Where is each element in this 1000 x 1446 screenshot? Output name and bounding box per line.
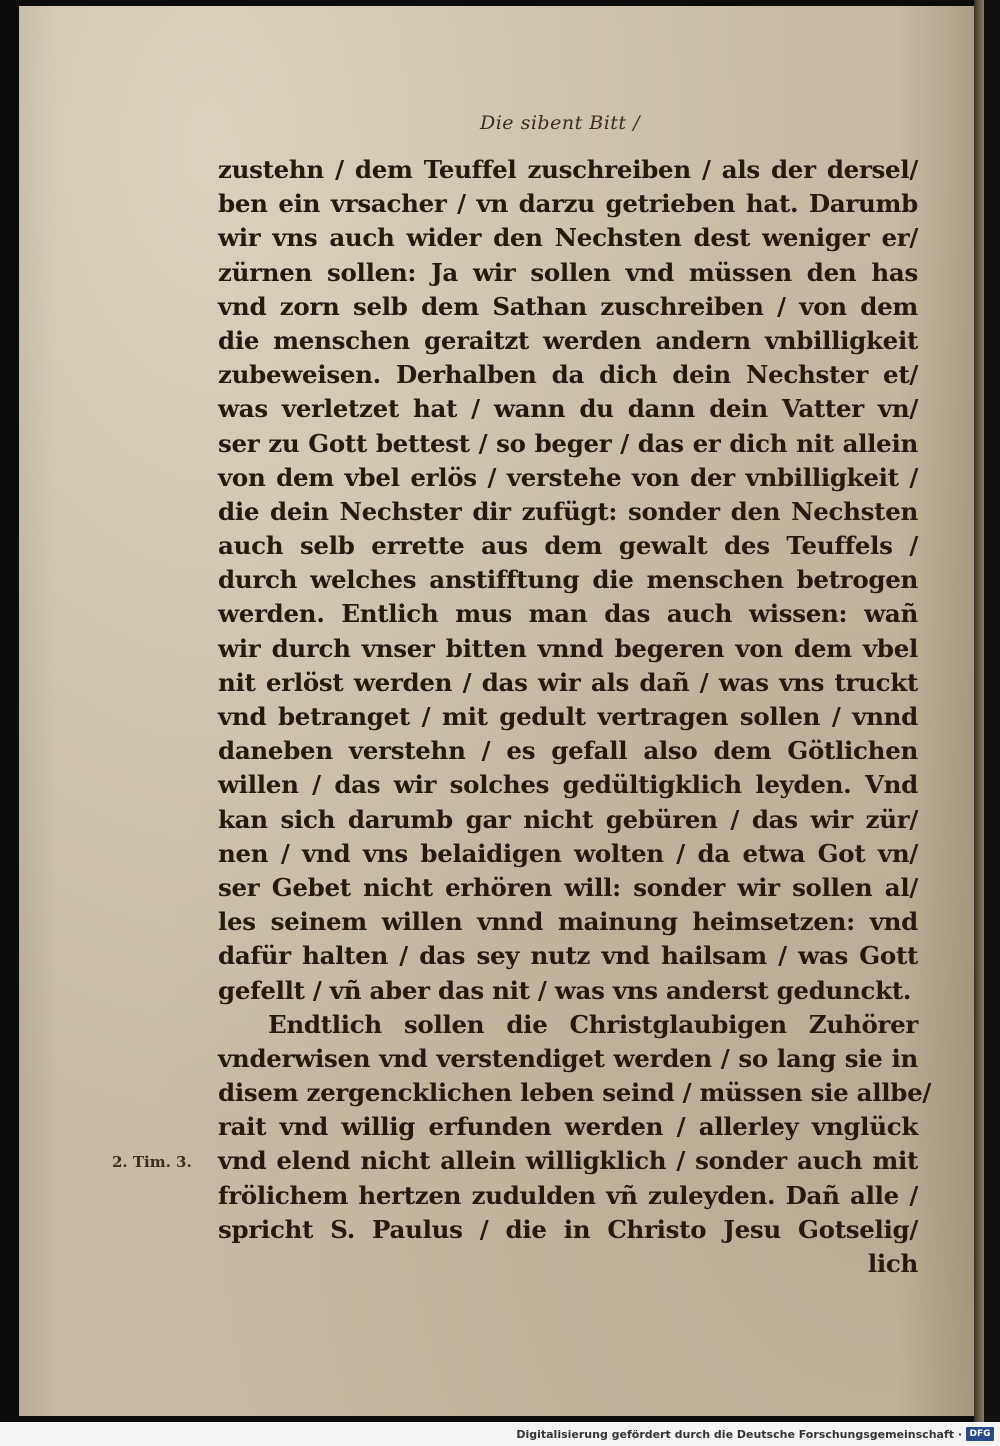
text-line: was verletzet hat / wann du dann dein Vatter vn/	[218, 394, 918, 424]
text-line: nit erlöst werden / das wir als dañ / was vns truckt	[218, 667, 918, 697]
text-line: Endtlich sollen die Christglaubigen Zuhörer	[268, 1009, 918, 1039]
text-line: spricht S. Paulus / die in Christo Jesu Gotselig/	[218, 1214, 918, 1244]
text-line: ser Gebet nicht erhören will: sonder wir sollen al/	[218, 872, 918, 902]
text-line: ser zu Gott bettest / so beger / das er dich nit allein	[218, 428, 918, 458]
text-line: zustehn / dem Teuffel zuschreiben / als der dersel/	[218, 155, 918, 184]
text-line: vnd elend nicht allein willigklich / sonder auch mit	[218, 1146, 918, 1176]
margin-reference: 2. Tim. 3.	[112, 1153, 192, 1171]
text-line: vnd betranget / mit gedult vertragen sollen / vnnd	[218, 702, 918, 731]
footer-credit: Digitalisierung gefördert durch die Deutsche Forschungsgemeinschaft ·	[516, 1428, 962, 1441]
text-line: zürnen sollen: Ja wir sollen vnd müssen den has	[218, 257, 918, 287]
page-gutter	[974, 0, 984, 1422]
text-line: nen / vnd vns belaidigen wolten / da etwa Got vn/	[218, 838, 918, 868]
text-line: wir vns auch wider den Nechsten dest weniger er/	[218, 223, 918, 253]
body-text	[218, 153, 932, 1281]
text-line: disem zergencklichen leben seind / müssen sie allbe/	[218, 1078, 932, 1108]
text-line: die dein Nechster dir zufügt: sonder den Nechsten	[218, 496, 918, 526]
text-line: durch welches anstifftung die menschen betrogen	[218, 565, 918, 595]
text-line: frölichem hertzen zudulden vñ zuleyden. Dañ alle /	[218, 1180, 918, 1210]
text-line: les seinem willen vnnd mainung heimsetzen: vnd	[218, 907, 918, 937]
text-line: rait vnd willig erfunden werden / allerley vnglück	[218, 1112, 918, 1142]
text-line: auch selb errette aus dem gewalt des Teuffels /	[218, 531, 918, 561]
text-line: kan sich darumb gar nicht gebüren / das wir zür/	[218, 804, 918, 834]
text-line: ben ein vrsacher / vn darzu getrieben hat. Darumb	[218, 189, 918, 219]
text-line: von dem vbel erlös / verstehe von der vnbilligkeit /	[218, 462, 918, 492]
text-line: wir durch vnser bitten vnnd begeren von dem vbel	[218, 633, 918, 663]
text-line: gefellt / vñ aber das nit / was vns anderst gedunckt.	[218, 975, 912, 1005]
text-line: willen / das wir solches gedültigklich leyden. Vnd	[218, 770, 918, 800]
running-head: Die sibent Bitt /	[480, 112, 640, 134]
text-line: die menschen geraitzt werden andern vnbilligkeit	[218, 325, 918, 355]
text-line: zubeweisen. Derhalben da dich dein Nechster et/	[218, 360, 918, 390]
text-line: werden. Entlich mus man das auch wissen: wañ	[218, 599, 918, 629]
text-line: dafür halten / das sey nutz vnd hailsam / was Gott	[218, 941, 918, 971]
footer-bar	[0, 1422, 1000, 1446]
text-line: vnd zorn selb dem Sathan zuschreiben / von dem	[218, 291, 918, 321]
dfg-logo: DFG	[966, 1427, 994, 1441]
catchword: lich	[867, 1249, 918, 1278]
text-line: daneben verstehn / es gefall also dem Götlichen	[218, 736, 918, 766]
scan-edge	[984, 0, 1000, 1422]
text-line: vnderwisen vnd verstendiget werden / so lang sie in	[218, 1043, 918, 1073]
